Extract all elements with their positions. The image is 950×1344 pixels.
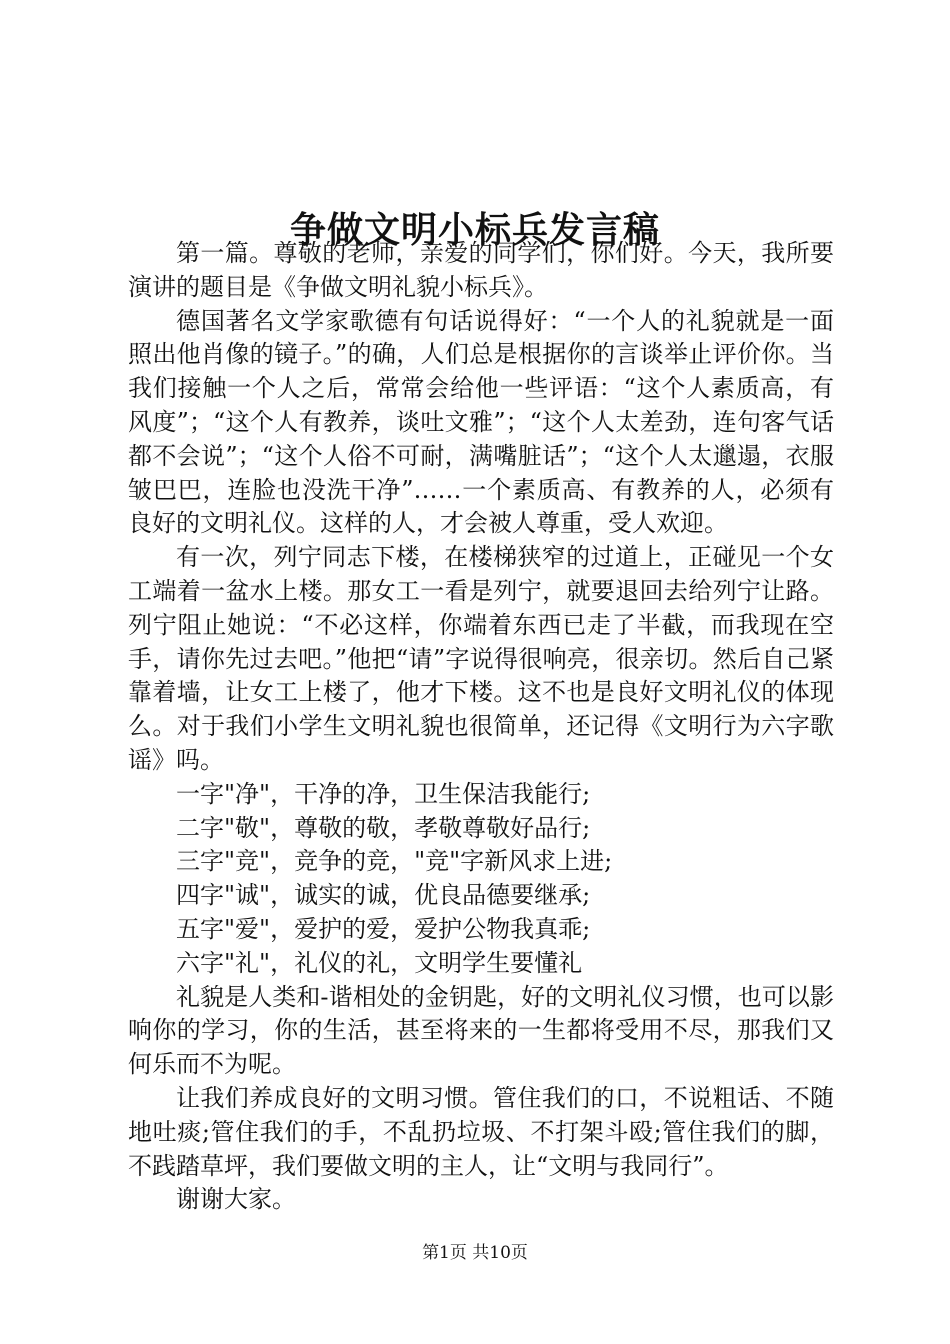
- paragraph: 德国著名文学家歌德有句话说得好：“一个人的礼貌就是一面照出他肖像的镜子。”的确，人们总是根据你的言谈举止评价你。当我们接触一个人之后，常常会给他一些评语：“这个人素质高，有风度”；“这个人有教养，谈吐文雅”；“这个人太差劲，连句客气话都不会说”；“这个人俗不可耐，满嘴脏话”；“这个人太邋遢，衣服皱巴巴，连脸也没洗干净”……一个素质高、有教养的人，必须有良好的文明礼仪。这样的人，才会被人尊重，受人欢迎。: [128, 306, 834, 538]
- verse-line: 二字"敬"，尊敬的敬，孝敬尊敬好品行;: [176, 813, 591, 842]
- page-footer: 第1页 共10页: [422, 1243, 528, 1263]
- paragraph: 让我们养成良好的文明习惯。管住我们的口，不说粗话、不随地吐痰;管住我们的手，不乱扔垃圾、不打架斗殴;管住我们的脚，不践踏草坪，我们要做文明的主人，让“文明与我同行”。: [128, 1083, 834, 1180]
- verse-line: 六字"礼"，礼仪的礼，文明学生要懂礼: [176, 948, 583, 977]
- closing-line: 谢谢大家。: [176, 1185, 296, 1214]
- paragraph: 有一次，列宁同志下楼，在楼梯狭窄的过道上，正碰见一个女工端着一盆水上楼。那女工一看是列宁，就要退回去给列宁让路。列宁阻止她说：“不必这样，你端着东西已走了半截，而我现在空手，请你先过去吧。”他把“请”字说得很响亮，很亲切。然后自己紧靠着墙，让女工上楼了，他才下楼。这不也是良好文明礼仪的体现么。对于我们小学生文明礼貌也很简单，还记得《文明行为六字歌谣》吗。: [128, 543, 834, 774]
- document-body: [128, 237, 834, 1217]
- verse-line: 一字"净"，干净的净，卫生保洁我能行;: [176, 779, 591, 808]
- verse-line: 四字"诚"，诚实的诚，优良品德要继承;: [176, 881, 591, 910]
- paragraph: 礼貌是人类和-谐相处的金钥匙，好的文明礼仪习惯，也可以影响你的学习，你的生活，甚至将来的一生都将受用不尽，那我们又何乐而不为呢。: [128, 982, 834, 1079]
- paragraph: 第一篇。尊敬的老师，亲爱的同学们，你们好。今天，我所要演讲的题目是《争做文明礼貌小标兵》。: [128, 239, 834, 301]
- verse-line: 五字"爱"，爱护的爱，爱护公物我真乖;: [176, 914, 591, 943]
- document-title: 争做文明小标兵发言稿: [289, 209, 660, 252]
- verse-line: 三字"竞"，竞争的竞，"竞"字新风求上进;: [176, 847, 613, 876]
